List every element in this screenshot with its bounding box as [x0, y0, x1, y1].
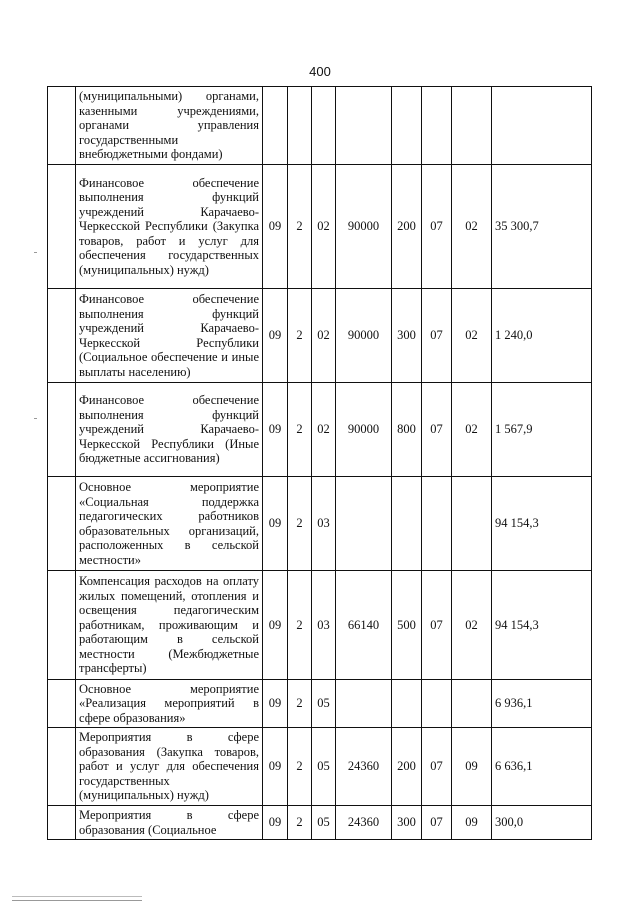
code-cell-3: 03: [312, 477, 336, 571]
code-cell-2: 2: [288, 728, 312, 806]
code-cell-6: [422, 477, 452, 571]
code-cell-3: 02: [312, 289, 336, 383]
description-text: Мероприятия в сфере образования (Закупка товаров, работ и услуг для обеспечения государственных (муниципальных) нужд): [79, 730, 259, 803]
code-cell-7: 09: [452, 806, 492, 840]
table-row: [48, 477, 592, 571]
code-cell-1: 09: [263, 571, 288, 680]
code-cell-2: 2: [288, 383, 312, 477]
code-cell-5: 300: [392, 289, 422, 383]
code-cell-2: 2: [288, 165, 312, 289]
description-cell: [76, 728, 263, 806]
scan-artifact: [12, 896, 142, 897]
description-text: (муниципальными) органами, казенными учреждениями, органами управления государственными внебюджетными фондами): [79, 89, 259, 162]
code-cell-1: 09: [263, 383, 288, 477]
description-text: Мероприятия в сфере образования (Социальное: [79, 808, 259, 837]
code-cell-1: 09: [263, 289, 288, 383]
code-cell-6: 07: [422, 383, 452, 477]
code-cell-1: 09: [263, 728, 288, 806]
code-cell-5: [392, 87, 422, 165]
blank-cell: [48, 165, 76, 289]
code-cell-5: 500: [392, 571, 422, 680]
code-cell-1: 09: [263, 806, 288, 840]
code-cell-2: 2: [288, 289, 312, 383]
code-cell-7: 02: [452, 289, 492, 383]
description-cell: [76, 383, 263, 477]
table-row: [48, 383, 592, 477]
code-cell-7: 02: [452, 383, 492, 477]
code-cell-6: [422, 680, 452, 728]
blank-cell: [48, 87, 76, 165]
code-cell-6: 07: [422, 806, 452, 840]
blank-cell: [48, 571, 76, 680]
code-cell-7: [452, 477, 492, 571]
code-cell-4: 66140: [336, 571, 392, 680]
table-row: [48, 806, 592, 840]
code-cell-3: 05: [312, 728, 336, 806]
page-number: 400: [309, 64, 331, 79]
code-cell-6: 07: [422, 289, 452, 383]
blank-cell: [48, 806, 76, 840]
code-cell-6: [422, 87, 452, 165]
code-cell-4: 24360: [336, 806, 392, 840]
budget-table: [47, 86, 592, 840]
code-cell-5: 200: [392, 728, 422, 806]
code-cell-5: 300: [392, 806, 422, 840]
code-cell-4: 90000: [336, 383, 392, 477]
description-text: Финансовое обеспечение выполнения функций учреждений Карачаево-Черкесской Республики (Иные бюджетные ассигнования): [79, 393, 259, 466]
amount-cell: [492, 87, 592, 165]
code-cell-4: 24360: [336, 728, 392, 806]
description-text: Компенсация расходов на оплату жилых помещений, отопления и освещения педагогическим работникам, проживающим и работающим в сельской местности (Межбюджетные трансферты): [79, 574, 259, 676]
code-cell-2: 2: [288, 806, 312, 840]
scan-artifact: [34, 252, 37, 253]
table-row: [48, 728, 592, 806]
code-cell-4: 90000: [336, 165, 392, 289]
code-cell-5: [392, 680, 422, 728]
amount-cell: 94 154,3: [492, 571, 592, 680]
description-cell: [76, 571, 263, 680]
code-cell-4: [336, 477, 392, 571]
code-cell-6: 07: [422, 165, 452, 289]
amount-cell: 300,0: [492, 806, 592, 840]
description-text: Основное мероприятие «Реализация мероприятий в сфере образования»: [79, 681, 259, 725]
blank-cell: [48, 728, 76, 806]
code-cell-7: [452, 680, 492, 728]
amount-cell: 1 567,9: [492, 383, 592, 477]
code-cell-7: [452, 87, 492, 165]
code-cell-7: 02: [452, 165, 492, 289]
code-cell-7: 02: [452, 571, 492, 680]
code-cell-6: 07: [422, 571, 452, 680]
description-cell: [76, 87, 263, 165]
code-cell-2: 2: [288, 477, 312, 571]
description-cell: [76, 806, 263, 840]
code-cell-7: 09: [452, 728, 492, 806]
blank-cell: [48, 477, 76, 571]
amount-cell: 6 636,1: [492, 728, 592, 806]
code-cell-2: 2: [288, 571, 312, 680]
code-cell-3: 05: [312, 806, 336, 840]
description-cell: [76, 680, 263, 728]
description-text: Финансовое обеспечение выполнения функций учреждений Карачаево-Черкесской Республики (Закупка товаров, работ и услуг для обеспечения государственных (муниципальных) нужд): [79, 175, 259, 277]
blank-cell: [48, 383, 76, 477]
code-cell-5: 800: [392, 383, 422, 477]
code-cell-3: 05: [312, 680, 336, 728]
code-cell-2: 2: [288, 680, 312, 728]
code-cell-1: 09: [263, 165, 288, 289]
table-row: [48, 571, 592, 680]
code-cell-1: 09: [263, 477, 288, 571]
code-cell-1: 09: [263, 680, 288, 728]
amount-cell: 94 154,3: [492, 477, 592, 571]
amount-cell: 1 240,0: [492, 289, 592, 383]
table-row: [48, 87, 592, 165]
code-cell-5: [392, 477, 422, 571]
code-cell-4: 90000: [336, 289, 392, 383]
description-text: Финансовое обеспечение выполнения функций учреждений Карачаево-Черкесской Республики (Социальное обеспечение и иные выплаты населению): [79, 292, 259, 379]
code-cell-3: 02: [312, 383, 336, 477]
blank-cell: [48, 289, 76, 383]
scan-artifact: [34, 418, 37, 419]
code-cell-3: [312, 87, 336, 165]
description-cell: [76, 165, 263, 289]
code-cell-2: [288, 87, 312, 165]
code-cell-4: [336, 680, 392, 728]
code-cell-3: 03: [312, 571, 336, 680]
code-cell-6: 07: [422, 728, 452, 806]
code-cell-5: 200: [392, 165, 422, 289]
code-cell-3: 02: [312, 165, 336, 289]
scan-artifact: [12, 900, 142, 901]
table-row: [48, 680, 592, 728]
description-text: Основное мероприятие «Социальная поддержка педагогических работников образовательных организаций, расположенных в сельской местности»: [79, 480, 259, 567]
amount-cell: 35 300,7: [492, 165, 592, 289]
table-row: [48, 165, 592, 289]
table-row: [48, 289, 592, 383]
blank-cell: [48, 680, 76, 728]
code-cell-4: [336, 87, 392, 165]
description-cell: [76, 289, 263, 383]
code-cell-1: [263, 87, 288, 165]
amount-cell: 6 936,1: [492, 680, 592, 728]
description-cell: [76, 477, 263, 571]
